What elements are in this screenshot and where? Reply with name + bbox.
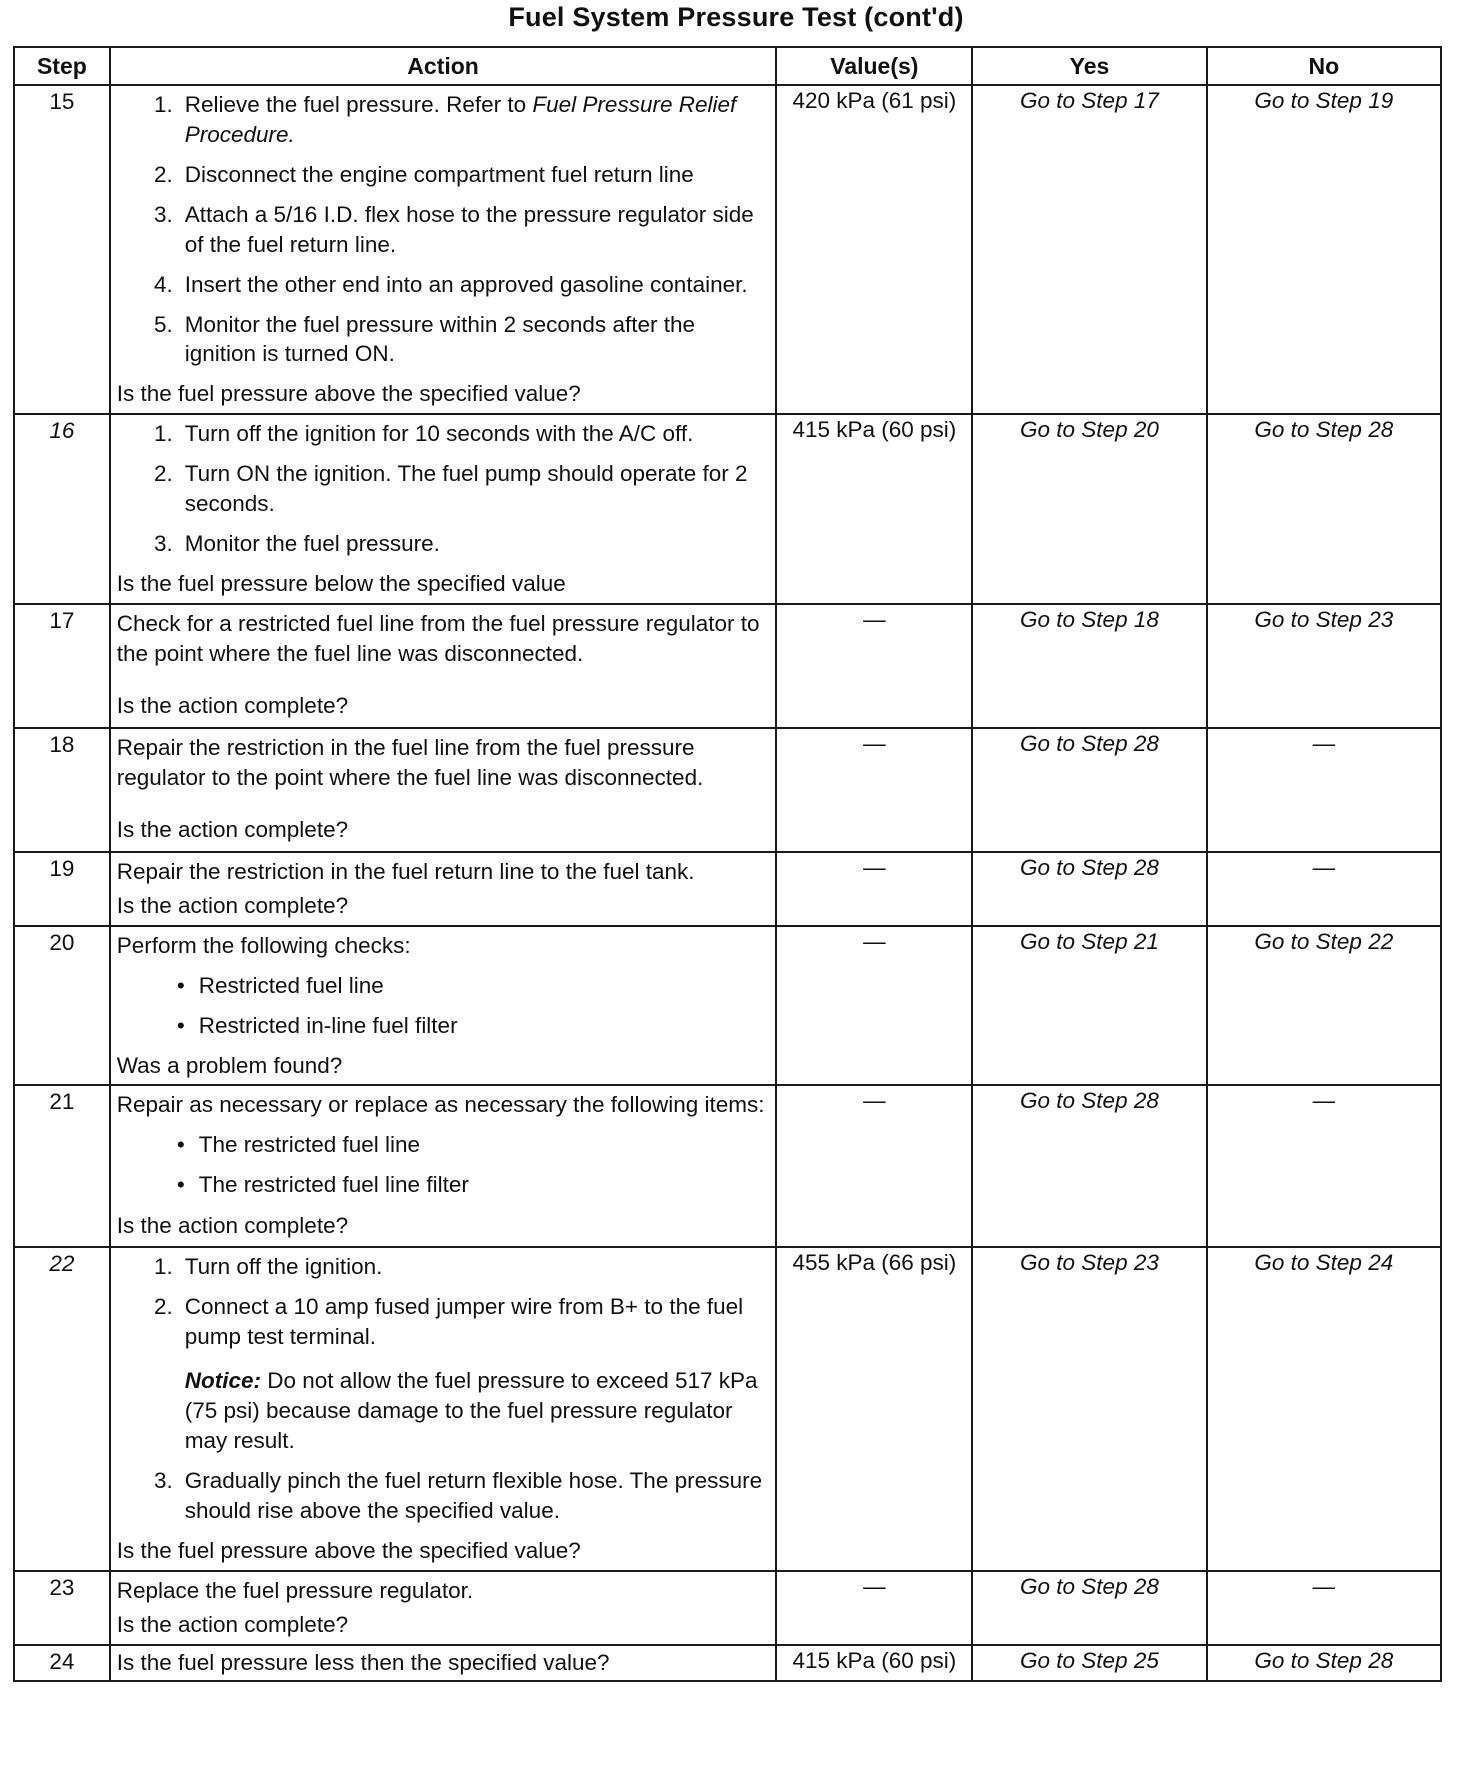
value-cell: 415 kPa (60 psi) [776, 1645, 972, 1681]
procedure-table [13, 46, 1442, 1682]
no-cell: — [1207, 1571, 1441, 1645]
yes-cell: Go to Step 20 [972, 414, 1206, 604]
list-item: • The restricted fuel line [176, 1132, 421, 1158]
header-yes: Yes [972, 47, 1206, 85]
action-cell [110, 1247, 777, 1570]
step-number: 19 [14, 852, 110, 926]
question-text: Was a problem found? [116, 1052, 343, 1078]
yes-cell: Go to Step 21 [972, 926, 1206, 1086]
no-cell: Go to Step 23 [1207, 604, 1441, 728]
table-row [14, 1085, 1441, 1247]
no-cell: — [1207, 728, 1441, 852]
question-text: Is the action complete? [116, 1611, 349, 1637]
table-row [14, 852, 1441, 926]
question-text: Is the action complete? [116, 816, 349, 842]
no-cell: Go to Step 24 [1207, 1247, 1441, 1570]
table-row [14, 1571, 1441, 1645]
page-title: Fuel System Pressure Test (cont'd) [508, 2, 964, 32]
step-number: 20 [14, 926, 110, 1086]
yes-cell: Go to Step 25 [972, 1645, 1206, 1681]
list-item: 5. Monitor the fuel pressure within 2 seconds after the ignition is turned ON. [153, 311, 695, 367]
question-text: Is the fuel pressure less then the specified value? [116, 1649, 610, 1675]
value-cell: — [776, 1571, 972, 1645]
yes-cell: Go to Step 28 [972, 852, 1206, 926]
header-value: Value(s) [776, 47, 972, 85]
step-number: 22 [14, 1247, 110, 1570]
question-text: Is the action complete? [116, 1212, 349, 1238]
notice [185, 1366, 770, 1456]
yes-cell: Go to Step 28 [972, 1085, 1206, 1247]
table-row [14, 85, 1441, 414]
action-cell [110, 728, 777, 852]
step-number: 18 [14, 728, 110, 852]
table-row [14, 1247, 1441, 1570]
list-item: 1. Turn off the ignition. [153, 1254, 383, 1280]
list-item: 3. Monitor the fuel pressure. [153, 531, 440, 557]
action-text: Repair the restriction in the fuel line from the fuel pressure regulator to the point where the fuel line was disconnected. [116, 734, 704, 790]
question-text: Is the fuel pressure above the specified value? [116, 1537, 581, 1563]
question-text: Is the fuel pressure below the specified value [116, 570, 566, 596]
action-text: Perform the following checks: [116, 932, 411, 958]
question-text: Is the action complete? [116, 892, 349, 918]
header-row [14, 47, 1441, 85]
step-number: 21 [14, 1085, 110, 1247]
action-text: Repair the restriction in the fuel return line to the fuel tank. [116, 858, 695, 884]
value-cell: — [776, 1085, 972, 1247]
question-text: Is the fuel pressure above the specified value? [116, 381, 581, 407]
yes-cell: Go to Step 18 [972, 604, 1206, 728]
list-item: 3. Gradually pinch the fuel return flexible hose. The pressure should rise above the specified value. [153, 1467, 763, 1523]
step-number: 16 [14, 414, 110, 604]
value-cell: 420 kPa (61 psi) [776, 85, 972, 414]
list-item: 2. Turn ON the ignition. The fuel pump should operate for 2 seconds. [153, 461, 748, 517]
step-number: 15 [14, 85, 110, 414]
question-text: Is the action complete? [116, 692, 349, 718]
step-number: 17 [14, 604, 110, 728]
list-item: • Restricted fuel line [176, 972, 384, 998]
table-row [14, 926, 1441, 1086]
list-item: 2. Connect a 10 amp fused jumper wire from B+ to the fuel pump test terminal. [153, 1294, 744, 1350]
list-item: 1. Turn off the ignition for 10 seconds with the A/C off. [153, 421, 694, 447]
action-cell [110, 1645, 777, 1681]
notice-label: Notice: [184, 1368, 261, 1394]
list-item: • The restricted fuel line filter [176, 1172, 469, 1198]
no-cell: — [1207, 1085, 1441, 1247]
step-number: 23 [14, 1571, 110, 1645]
notice-text: Do not allow the fuel pressure to exceed 517 kPa (75 psi) because damage to the fuel pressure regulator may result. [184, 1368, 758, 1454]
action-cell [110, 1085, 777, 1247]
action-cell [110, 1571, 777, 1645]
step-number: 24 [14, 1645, 110, 1681]
list-item: 4. Insert the other end into an approved gasoline container. [153, 271, 748, 297]
value-cell: — [776, 926, 972, 1086]
action-cell [110, 414, 777, 604]
action-cell [110, 604, 777, 728]
table-row [14, 728, 1441, 852]
no-cell: Go to Step 28 [1207, 414, 1441, 604]
no-cell: Go to Step 19 [1207, 85, 1441, 414]
list-item: 1. Relieve the fuel pressure. Refer to Fuel Pressure Relief Procedure. [153, 92, 737, 147]
list-item: 3. Attach a 5/16 I.D. flex hose to the pressure regulator side of the fuel return line. [153, 201, 754, 257]
table-row [14, 604, 1441, 728]
no-cell: Go to Step 22 [1207, 926, 1441, 1086]
header-action: Action [110, 47, 777, 85]
action-cell [110, 85, 777, 414]
table-row [14, 1645, 1441, 1681]
yes-cell: Go to Step 23 [972, 1247, 1206, 1570]
action-cell [110, 926, 777, 1086]
action-text: Check for a restricted fuel line from the fuel pressure regulator to the point where the fuel line was disconnected. [116, 610, 760, 666]
value-cell: 415 kPa (60 psi) [776, 414, 972, 604]
list-item: • Restricted in-line fuel filter [176, 1012, 458, 1038]
no-cell: — [1207, 852, 1441, 926]
procedure-reference: Fuel Pressure Relief Procedure. [184, 92, 737, 147]
yes-cell: Go to Step 28 [972, 728, 1206, 852]
action-text: Replace the fuel pressure regulator. [116, 1577, 474, 1603]
no-cell: Go to Step 28 [1207, 1645, 1441, 1681]
action-text: Repair as necessary or replace as necessary the following items: [116, 1092, 765, 1118]
value-cell: — [776, 604, 972, 728]
action-cell [110, 852, 777, 926]
yes-cell: Go to Step 28 [972, 1571, 1206, 1645]
value-cell: — [776, 852, 972, 926]
list-item: 2. Disconnect the engine compartment fuel return line [153, 161, 694, 187]
header-step: Step [14, 47, 110, 85]
yes-cell: Go to Step 17 [972, 85, 1206, 414]
table-row [14, 414, 1441, 604]
value-cell: 455 kPa (66 psi) [776, 1247, 972, 1570]
header-no: No [1207, 47, 1441, 85]
value-cell: — [776, 728, 972, 852]
